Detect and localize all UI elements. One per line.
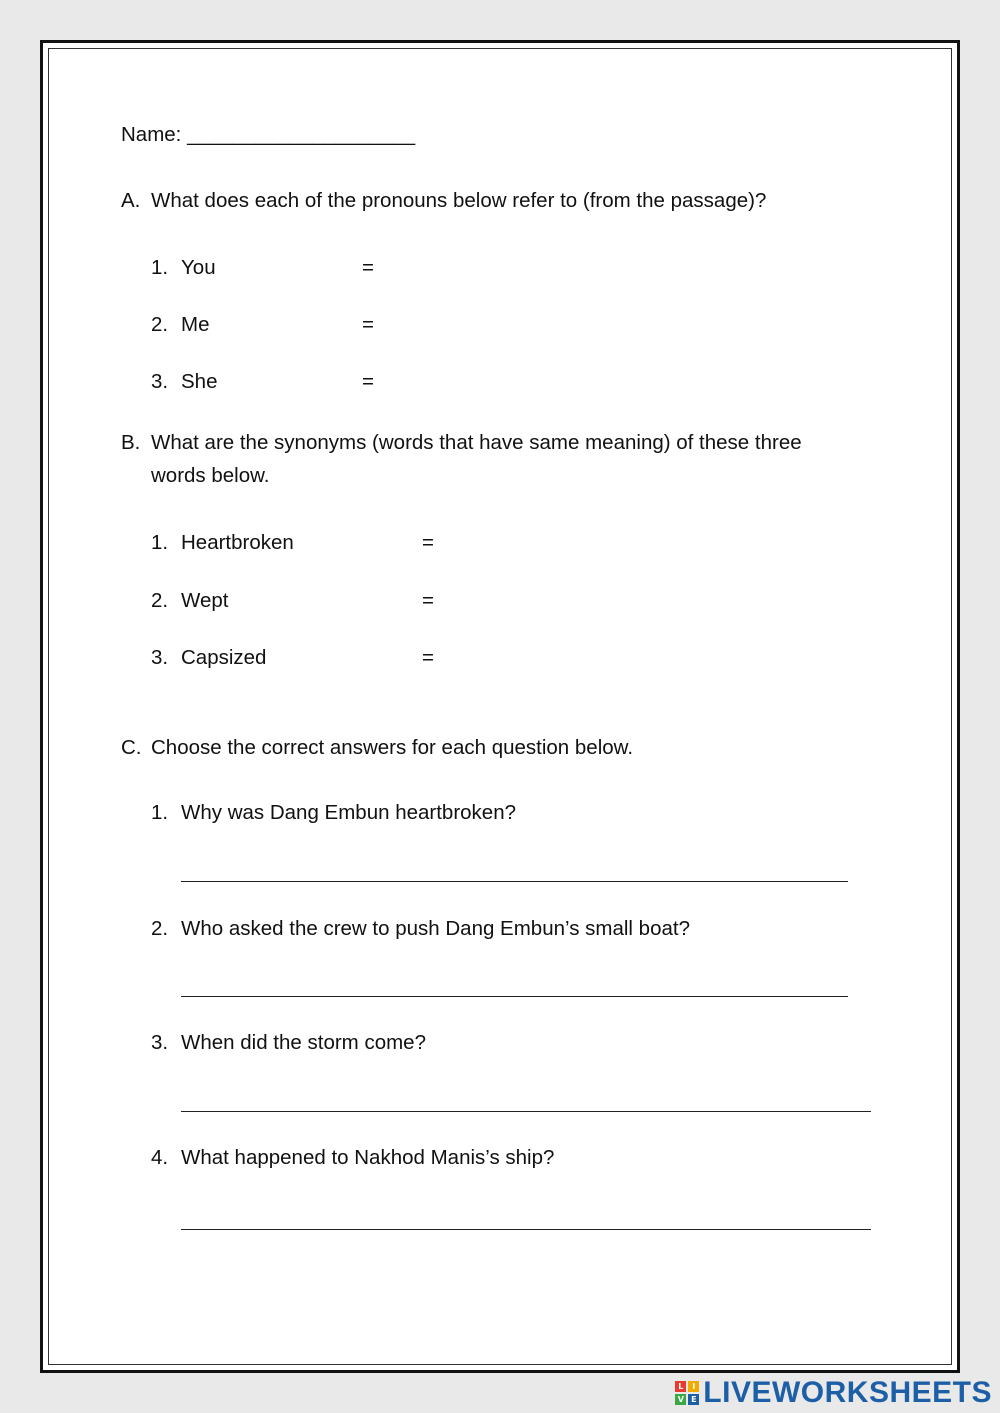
question-number: 2. (151, 917, 169, 940)
liveworksheets-logo[interactable] (675, 1377, 992, 1409)
section-b-letter: B. (121, 431, 141, 454)
section-a-item-word: You (181, 256, 216, 279)
logo-letter: E (688, 1394, 699, 1405)
section-a-item-word: Me (181, 313, 210, 336)
question-text: Why was Dang Embun heartbroken? (181, 801, 517, 824)
section-a-item-number: 2. (151, 313, 169, 336)
section-c-prompt: Choose the correct answers for each question below. (151, 736, 634, 759)
section-c-letter: C. (121, 736, 142, 759)
section-b-item-number: 3. (151, 646, 169, 669)
brand-name: LIVEWORKSHEETS (703, 1376, 992, 1409)
section-b-item-equals: = (422, 589, 434, 612)
section-b-item-word: Heartbroken (181, 531, 294, 554)
question-number: 1. (151, 801, 169, 824)
logo-mark-icon (675, 1381, 699, 1405)
section-b-item-equals: = (422, 531, 434, 554)
section-b-prompt-line1: What are the synonyms (words that have same meaning) of these three (151, 431, 802, 454)
section-b-item-number: 2. (151, 589, 169, 612)
section-a-item-number: 1. (151, 256, 169, 279)
answer-line[interactable] (181, 1111, 871, 1112)
section-b-item-word: Capsized (181, 646, 267, 669)
section-b-item-equals: = (422, 646, 434, 669)
section-a-item-word: She (181, 370, 218, 393)
worksheet-frame (40, 40, 960, 1373)
logo-letter: L (675, 1381, 686, 1392)
section-a-letter: A. (121, 189, 141, 212)
name-label: Name: ____________________ (121, 123, 416, 146)
section-a-item-equals: = (362, 313, 374, 336)
answer-line[interactable] (181, 1229, 871, 1230)
question-number: 3. (151, 1031, 169, 1054)
answer-line[interactable] (181, 881, 848, 882)
section-a-prompt: What does each of the pronouns below refer to (from the passage)? (151, 189, 767, 212)
question-number: 4. (151, 1146, 169, 1169)
answer-line[interactable] (181, 996, 848, 997)
question-text: When did the storm come? (181, 1031, 426, 1054)
section-a-item-number: 3. (151, 370, 169, 393)
section-a-item-equals: = (362, 256, 374, 279)
question-text: What happened to Nakhod Manis’s ship? (181, 1146, 555, 1169)
section-b-prompt-line2: words below. (151, 464, 270, 487)
logo-letter: V (675, 1394, 686, 1405)
section-a-item-equals: = (362, 370, 374, 393)
question-text: Who asked the crew to push Dang Embun’s small boat? (181, 917, 690, 940)
section-b-item-number: 1. (151, 531, 169, 554)
logo-letter: I (688, 1381, 699, 1392)
section-b-item-word: Wept (181, 589, 229, 612)
